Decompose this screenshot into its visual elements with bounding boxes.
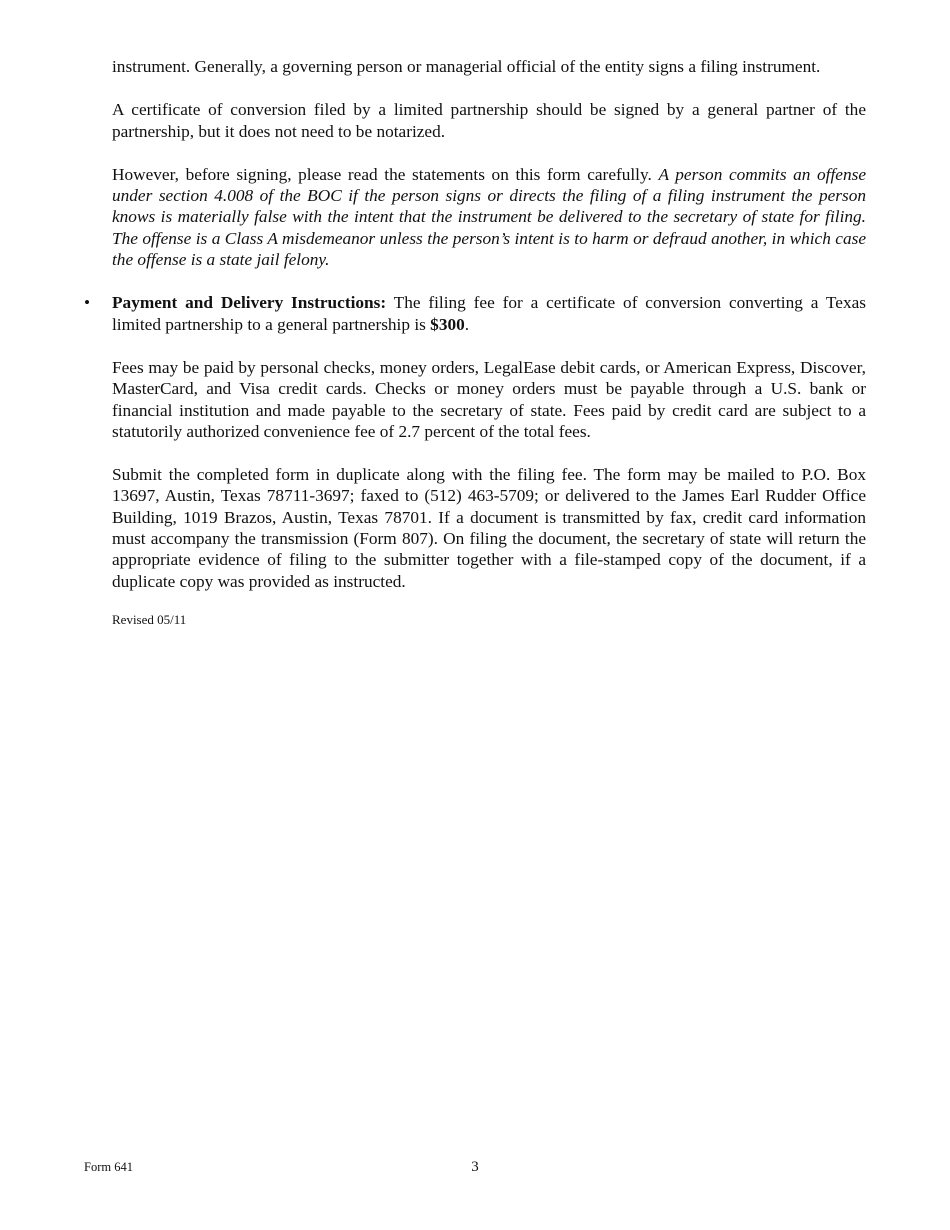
- payment-heading: Payment and Delivery Instructions:: [112, 293, 387, 313]
- payment-text-end: .: [464, 314, 470, 334]
- offense-statement-text: A person commits an offense under section 4.008 of the BOC if the person signs or directs the filing of a filing instrument the person knows is materially false with the intent that the instrument be delivered to the secretary of state for filing. The offense is a Class A misdemeanor unless the person’s intent is to harm or defraud another, in which case the offense is a state jail felony.: [112, 164, 866, 270]
- revised-date: Revised 05/11: [112, 611, 187, 627]
- page-content: [84, 56, 866, 650]
- paragraph-general-partner: A certificate of conversion filed by a limited partnership should be signed by a general partner of the partnership, but it does not need to be notarized.: [112, 100, 866, 141]
- payment-text: The filing fee for a certificate of conversion converting a Texas limited partnership to a general partnership is: [112, 293, 866, 334]
- bullet-icon: •: [84, 293, 91, 313]
- page-number: 3: [471, 1159, 479, 1175]
- offense-intro-text: However, before signing, please read the statements on this form carefully.: [112, 164, 659, 184]
- paragraph-offense-warning: [112, 164, 866, 270]
- paragraph-payment-instructions: [84, 292, 866, 335]
- paragraph-submission: Submit the completed form in duplicate along with the filing fee. The form may be mailed to P.O. Box 13697, Austin, Texas 78711-3697; faxed to (512) 463-5709; or delivered to the James Earl Rudder Office Building, 1019 Brazos, Austin, Texas 78701. If a document is transmitted by fax, credit card information must accompany the transmission (Form 807). On filing the document, the secretary of state will return the appropriate evidence of filing to the submitter together with a file-stamped copy of the document, if a duplicate copy was provided as instructed.: [112, 465, 866, 591]
- filing-fee-amount: $300: [430, 314, 465, 334]
- paragraph-signing-official: instrument. Generally, a governing person or managerial official of the entity signs a filing instrument.: [112, 57, 821, 76]
- paragraph-fee-methods: Fees may be paid by personal checks, money orders, LegalEase debit cards, or American Express, Discover, MasterCard, and Visa credit cards. Checks or money orders must be payable through a U.S. bank or financial institution and made payable to the secretary of state. Fees paid by credit card are subject to a statutorily authorized convenience fee of 2.7 percent of the total fees.: [112, 357, 866, 441]
- footer-form-number: Form 641: [84, 1160, 133, 1174]
